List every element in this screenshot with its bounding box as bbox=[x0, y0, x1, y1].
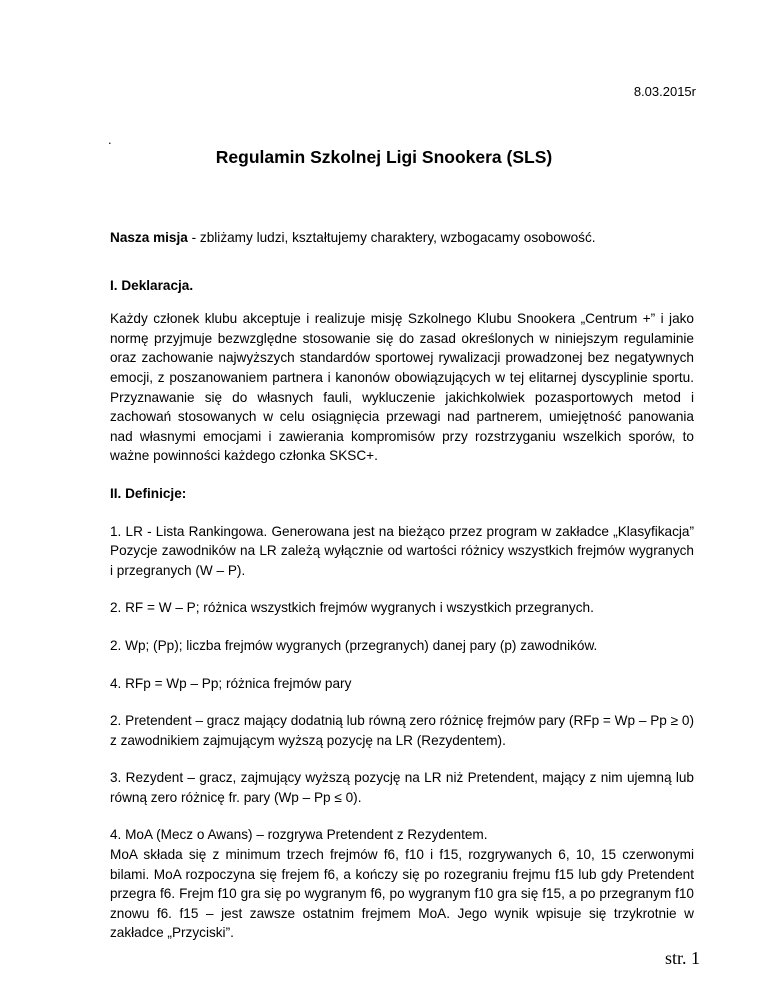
section-2-heading: II. Definicje: bbox=[110, 485, 187, 501]
document-body bbox=[110, 228, 694, 943]
definition-item: 1. LR - Lista Rankingowa. Generowana jest na bieżąco przez program w zakładce „Klasyfikacja” Pozycje zawodników na LR zależą wyłącznie od wartości różnicy wszystkich frejmów wygranych i przegranych (W – P). bbox=[110, 523, 694, 578]
section-1-text: Każdy członek klubu akceptuje i realizuje misję Szkolnego Klubu Snookera „Centrum +” i jako normę przyjmuje bezwzględne stosowanie się do zasad określonych w niniejszym regulaminie oraz zachowanie najwyższych standardów sportowej rywalizacji prowadzonej bez negatywnych emocji, z poszanowaniem partnera i kanonów obowiązujących w tej elitarnej dyscyplinie sportu. Przyznawanie się do własnych fauli, wykluczenie jakichkolwiek pozasportowych metod i zachowań stosowanych w celu osiągnięcia przewagi nad partnerem, umiejętność panowania nad własnymi emocjami i zawierania kompromisów przy rozstrzyganiu wszelkich sporów, to ważne powinności każdego członka SKSC+. bbox=[110, 311, 694, 464]
mission-text: - zbliżamy ludzi, kształtujemy charaktery, wzbogacamy osobowość. bbox=[187, 230, 596, 245]
mission-label: Nasza misja bbox=[110, 230, 188, 245]
mission-paragraph bbox=[110, 228, 694, 248]
definition-item: 4. MoA (Mecz o Awans) – rozgrywa Pretendent z Rezydentem. bbox=[110, 827, 488, 843]
definition-item: 4. RFp = Wp – Pp; różnica frejmów pary bbox=[110, 675, 352, 691]
definition-item: 2. Pretendent – gracz mający dodatnią lub równą zero różnicę frejmów pary (RFp = Wp – Pp ≥ 0) z zawodnikiem zajmującym wyższą pozycję na LR (Rezydentem). bbox=[110, 713, 694, 748]
document-title: Regulamin Szkolnej Ligi Snookera (SLS) bbox=[215, 147, 553, 167]
section-1-heading: I. Deklaracja. bbox=[110, 277, 194, 293]
definition-item: 2. Wp; (Pp); liczba frejmów wygranych (przegranych) danej pary (p) zawodników. bbox=[110, 637, 598, 653]
stray-dot: . bbox=[108, 132, 112, 147]
page-number: str. 1 bbox=[664, 948, 700, 968]
moa-description: MoA składa się z minimum trzech frejmów f6, f10 i f15, rozgrywanych 6, 10, 15 czerwonymi bilami. MoA rozpoczyna się frejem f6, a kończy się po rozegraniu frejmu f15 lub gdy Pretendent przegra f6. Frejm f10 gra się po wygranym f6, po wygranym f10 gra się f15, a po przegranym f10 znowu f6. f15 – jest zawsze ostatnim frejmem MoA. Jego wynik wpisuje się trzykrotnie w zakładce „Przyciski”. bbox=[110, 847, 694, 941]
definition-item: 3. Rezydent – gracz, zajmujący wyższą pozycję na LR niż Pretendent, mający z nim ujemną lub równą zero różnicę fr. pary (Wp – Pp ≤ 0). bbox=[110, 770, 694, 805]
definition-item: 2. RF = W – P; różnica wszystkich frejmów wygranych i wszystkich przegranych. bbox=[110, 600, 594, 616]
document-date: 8.03.2015r bbox=[633, 84, 696, 99]
